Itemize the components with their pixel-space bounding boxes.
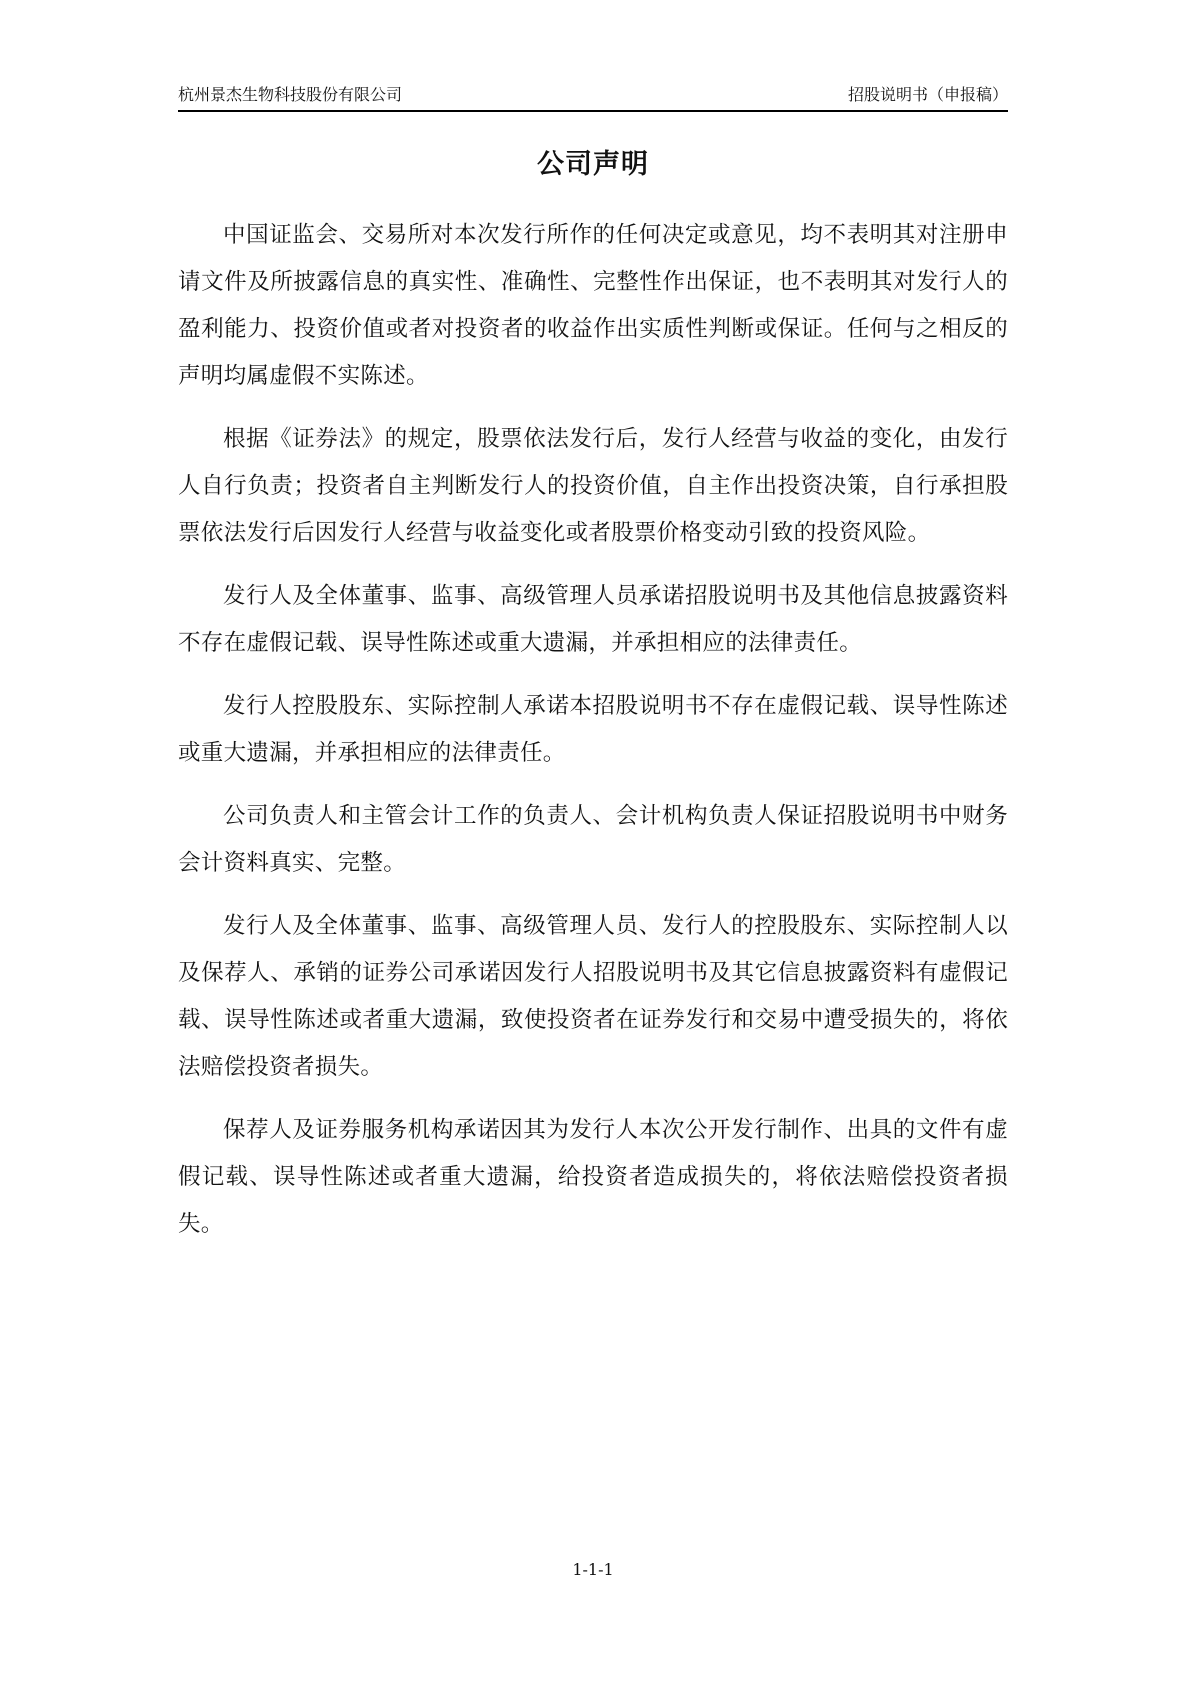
statement-paragraph-5: 公司负责人和主管会计工作的负责人、会计机构负责人保证招股说明书中财务会计资料真实、完整。 <box>178 803 1008 876</box>
statement-paragraph-1: 中国证监会、交易所对本次发行所作的任何决定或意见，均不表明其对注册申请文件及所披露信息的真实性、准确性、完整性作出保证，也不表明其对发行人的盈利能力、投资价值或者对投资者的收益作出实质性判断或保证。任何与之相反的声明均属虚假不实陈述。 <box>178 222 1008 389</box>
header-document-type: 招股说明书（申报稿） <box>847 85 1008 104</box>
statement-paragraph-4: 发行人控股股东、实际控制人承诺本招股说明书不存在虚假记载、误导性陈述或重大遗漏，并承担相应的法律责任。 <box>178 693 1008 766</box>
statement-body <box>178 212 1008 1264</box>
statement-paragraph-6: 发行人及全体董事、监事、高级管理人员、发行人的控股股东、实际控制人以及保荐人、承销的证券公司承诺因发行人招股说明书及其它信息披露资料有虚假记载、误导性陈述或者重大遗漏，致使投资者在证券发行和交易中遭受损失的，将依法赔偿投资者损失。 <box>178 913 1008 1080</box>
page-header <box>178 84 1008 112</box>
statement-paragraph-3: 发行人及全体董事、监事、高级管理人员承诺招股说明书及其他信息披露资料不存在虚假记载、误导性陈述或重大遗漏，并承担相应的法律责任。 <box>178 583 1008 656</box>
page-title: 公司声明 <box>537 149 649 180</box>
header-company-name: 杭州景杰生物科技股份有限公司 <box>178 85 403 104</box>
statement-paragraph-2: 根据《证券法》的规定，股票依法发行后，发行人经营与收益的变化，由发行人自行负责；投资者自主判断发行人的投资价值，自主作出投资决策，自行承担股票依法发行后因发行人经营与收益变化或者股票价格变动引致的投资风险。 <box>178 426 1008 546</box>
page-number: 1-1-1 <box>572 1560 614 1579</box>
statement-paragraph-7: 保荐人及证券服务机构承诺因其为发行人本次公开发行制作、出具的文件有虚假记载、误导性陈述或者重大遗漏，给投资者造成损失的，将依法赔偿投资者损失。 <box>178 1117 1008 1237</box>
